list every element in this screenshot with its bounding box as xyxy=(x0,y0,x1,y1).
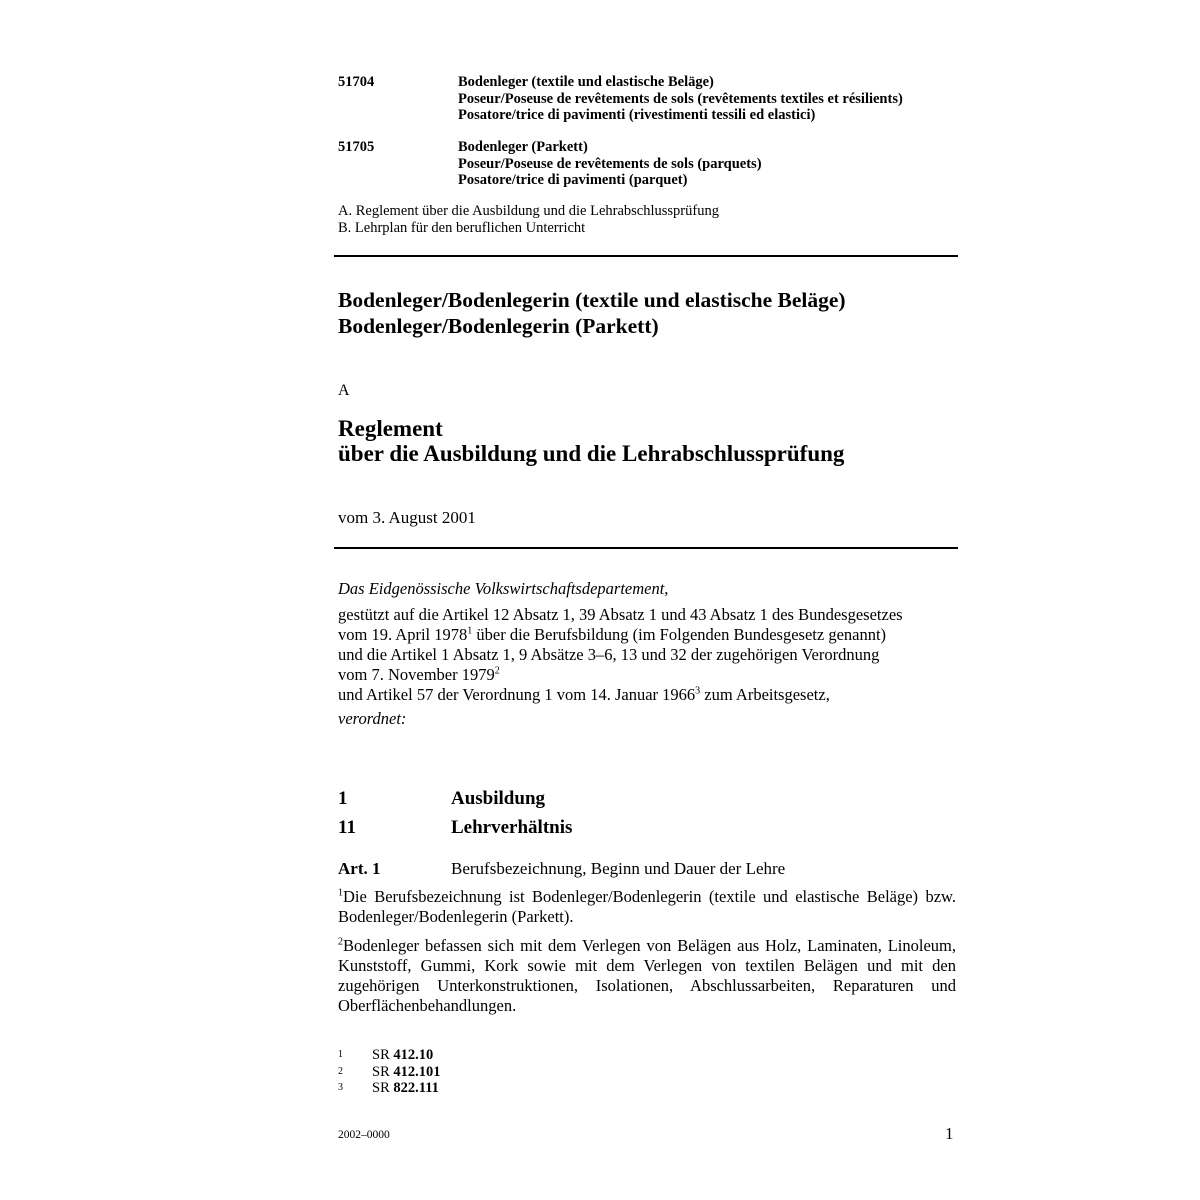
section-letter: A xyxy=(338,382,350,399)
main-title-line: Bodenleger/Bodenlegerin (textile und elastische Beläge) xyxy=(338,288,846,312)
preamble-line: vom 7. November 1979$^2$ xyxy=(338,665,500,684)
footnote-link[interactable]: 412.10 xyxy=(393,1047,434,1063)
preamble-line: und die Artikel 1 Absatz 1, 9 Absätze 3–6, 13 und 32 der zugehörigen Verordnung xyxy=(338,645,880,664)
parts-list xyxy=(338,203,719,236)
article-title: Berufsbezeichnung, Beginn und Dauer der Lehre xyxy=(451,859,786,878)
preamble-line: vom 19. April 1978$^1$ über die Berufsbildung (im Folgenden Bundesgesetz genannt) xyxy=(338,625,887,644)
occupation-titles xyxy=(458,139,762,189)
preamble-authority: Das Eidgenössische Volkswirtschaftsdepartement, xyxy=(338,579,669,598)
reglement-title xyxy=(338,416,844,466)
footnote-ref[interactable]: 3 xyxy=(695,685,701,697)
reglement-title-line: über die Ausbildung und die Lehrabschlussprüfung xyxy=(338,441,845,466)
occupation-title-fr: Poseur/Poseuse de revêtements de sols (parquets) xyxy=(458,155,762,172)
occupation-title-de: Bodenleger (textile und elastische Beläge) xyxy=(458,74,714,90)
section-title: Lehrverhältnis xyxy=(451,817,573,838)
article-number: Art. 1 xyxy=(338,859,381,878)
paragraph-number: 2 xyxy=(338,936,343,948)
footnote-link[interactable]: 412.101 xyxy=(393,1063,441,1080)
occupation-title-it: Posatore/trice di pavimenti (rivestimenti tessili ed elastici) xyxy=(458,107,816,123)
footnote: 3 SR 822.111 xyxy=(338,1080,439,1096)
preamble-line: gestützt auf die Artikel 12 Absatz 1, 39 Absatz 1 und 43 Absatz 1 des Bundesgesetzes xyxy=(338,605,903,624)
occupation-title-it: Posatore/trice di pavimenti (parquet) xyxy=(458,172,688,188)
occupation-title-fr: Poseur/Poseuse de revêtements de sols (revêtements textiles et résilients) xyxy=(458,90,903,107)
main-title-line: Bodenleger/Bodenlegerin (Parkett) xyxy=(338,314,659,338)
footnote-link[interactable]: 822.111 xyxy=(393,1080,439,1096)
section-number: 1 xyxy=(338,788,348,809)
occupation-code: 51705 xyxy=(338,139,375,155)
footnote: 1 SR 412.10 xyxy=(338,1047,434,1063)
section-title: Ausbildung xyxy=(451,788,546,809)
article-paragraph xyxy=(338,936,956,1016)
preamble xyxy=(338,579,978,729)
footnotes xyxy=(338,1047,441,1097)
paragraph-text: Bodenleger befassen sich mit dem Verlegen von Belägen aus Holz, Laminaten, Linoleum, Kunststoff, Gummi, Kork sowie mit dem Verlegen von textilen Belägen und mit den zugehörigen Unterkonstruktionen, Isolationen, Abschlussarbeiten, Reparaturen und Oberflächenbehandlungen. xyxy=(338,936,956,1015)
paragraph-text: Die Berufsbezeichnung ist Bodenleger/Bodenlegerin (textile und elastische Beläge) bzw. Bodenleger/Bodenlegerin (Parkett). xyxy=(338,887,956,926)
issue-date: vom 3. August 2001 xyxy=(338,508,476,527)
preamble-decree: verordnet: xyxy=(338,709,407,728)
paragraph-number: 1 xyxy=(338,887,343,899)
occupation-titles xyxy=(458,74,903,124)
section-number: 11 xyxy=(338,817,356,838)
occupation-title-de: Bodenleger (Parkett) xyxy=(458,139,588,155)
document-number: 2002–0000 xyxy=(338,1129,390,1141)
part-b: B. Lehrplan für den beruflichen Unterricht xyxy=(338,219,586,236)
article-paragraph xyxy=(338,887,956,927)
reglement-title-line: Reglement xyxy=(338,416,443,441)
preamble-line: und Artikel 57 der Verordnung 1 vom 14. Januar 1966$^3$ zum Arbeitsgesetz, xyxy=(338,685,830,704)
divider xyxy=(334,547,958,549)
footnote-ref[interactable]: 2 xyxy=(494,665,500,677)
page-number: 1 xyxy=(945,1124,954,1143)
divider xyxy=(334,255,958,257)
part-a: A. Reglement über die Ausbildung und die Lehrabschlussprüfung xyxy=(338,203,719,219)
occupation-code: 51704 xyxy=(338,74,375,90)
footnote: 2 SR 412.101 xyxy=(338,1063,441,1080)
footnote-ref[interactable]: 1 xyxy=(467,625,473,637)
main-title xyxy=(338,287,846,339)
